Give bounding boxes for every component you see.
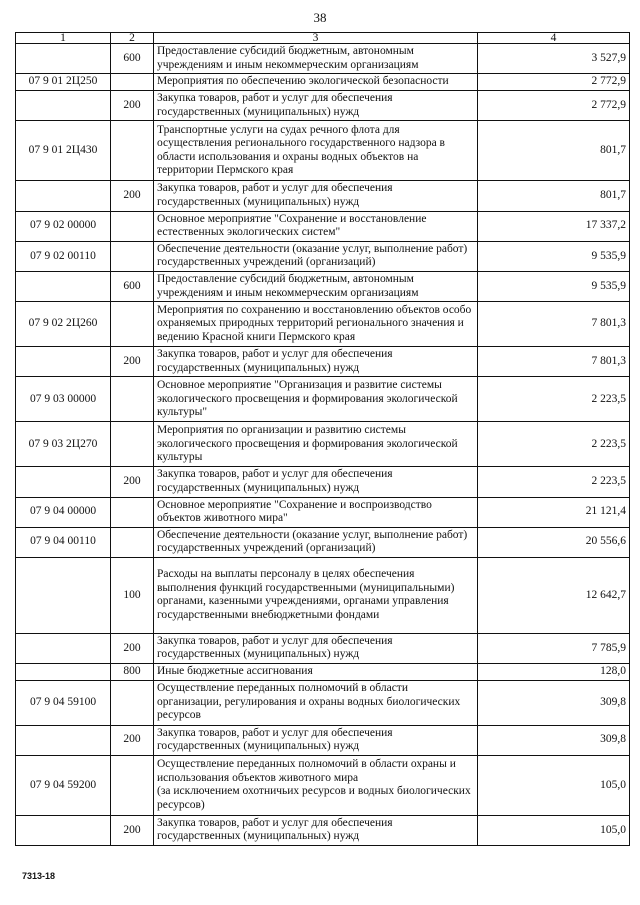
row-amount-cell: 3 527,9 — [478, 44, 630, 74]
table-row — [16, 181, 630, 211]
table-row — [16, 271, 630, 301]
row-amount-cell: 21 121,4 — [478, 497, 630, 527]
row-code-cell: 07 9 02 00000 — [16, 211, 111, 241]
budget-table — [15, 32, 630, 846]
table-row — [16, 91, 630, 121]
table-row — [16, 557, 630, 633]
row-amount-cell: 801,7 — [478, 181, 630, 211]
row-name-cell: Обеспечение деятельности (оказание услуг, выполнение работ) государственных учреждений (организаций) — [154, 241, 478, 271]
row-expense-type-cell: 200 — [111, 467, 154, 497]
row-name-cell: Мероприятия по сохранению и восстановлению объектов особо охраняемых природных территорий регионального значения и ведению Красной книги Пермского края — [154, 302, 478, 347]
row-name-cell: Закупка товаров, работ и услуг для обеспечения государственных (муниципальных) нужд — [154, 467, 478, 497]
row-name-cell: Расходы на выплаты персоналу в целях обеспечения выполнения функций государственными (муниципальными) органами, казенными учреждениями, органами управления государственными внебюджетными фондами — [154, 557, 478, 633]
table-row — [16, 527, 630, 557]
row-name-cell: Основное мероприятие "Сохранение и воспроизводство объектов животного мира" — [154, 497, 478, 527]
table-row — [16, 422, 630, 467]
table-row — [16, 44, 630, 74]
row-amount-cell: 7 785,9 — [478, 633, 630, 663]
row-code-cell: 07 9 03 00000 — [16, 377, 111, 422]
row-amount-cell: 20 556,6 — [478, 527, 630, 557]
table-row — [16, 497, 630, 527]
row-code-cell — [16, 271, 111, 301]
row-amount-cell: 7 801,3 — [478, 302, 630, 347]
row-amount-cell: 309,8 — [478, 680, 630, 725]
row-amount-cell: 2 223,5 — [478, 377, 630, 422]
row-expense-type-cell — [111, 121, 154, 181]
row-name-cell: Закупка товаров, работ и услуг для обеспечения государственных (муниципальных) нужд — [154, 181, 478, 211]
row-expense-type-cell — [111, 755, 154, 815]
row-code-cell: 07 9 04 00000 — [16, 497, 111, 527]
row-expense-type-cell: 200 — [111, 815, 154, 845]
row-expense-type-cell — [111, 422, 154, 467]
row-code-cell: 07 9 02 00110 — [16, 241, 111, 271]
table-row — [16, 121, 630, 181]
row-code-cell: 07 9 04 00110 — [16, 527, 111, 557]
row-name-cell: Мероприятия по обеспечению экологической безопасности — [154, 74, 478, 91]
row-name-cell: Основное мероприятие "Организация и развитие системы экологического просвещения и формирования экологической культуры" — [154, 377, 478, 422]
row-name-cell: Мероприятия по организации и развитию системы экологического просвещения и формирования экологической культуры — [154, 422, 478, 467]
row-name-cell: Закупка товаров, работ и услуг для обеспечения государственных (муниципальных) нужд — [154, 91, 478, 121]
page-number: 38 — [313, 10, 327, 25]
row-code-cell — [16, 44, 111, 74]
column-header-name: 3 — [154, 33, 478, 44]
row-name-cell: Закупка товаров, работ и услуг для обеспечения государственных (муниципальных) нужд — [154, 633, 478, 663]
row-expense-type-cell — [111, 680, 154, 725]
row-expense-type-cell: 200 — [111, 725, 154, 755]
row-expense-type-cell — [111, 377, 154, 422]
row-amount-cell: 2 223,5 — [478, 467, 630, 497]
row-expense-type-cell: 600 — [111, 271, 154, 301]
row-code-cell — [16, 467, 111, 497]
row-code-cell: 07 9 02 2Ц260 — [16, 302, 111, 347]
table-row — [16, 633, 630, 663]
table-row — [16, 302, 630, 347]
row-amount-cell: 9 535,9 — [478, 271, 630, 301]
row-amount-cell: 309,8 — [478, 725, 630, 755]
row-amount-cell: 2 223,5 — [478, 422, 630, 467]
row-amount-cell: 7 801,3 — [478, 347, 630, 377]
row-expense-type-cell: 200 — [111, 633, 154, 663]
row-expense-type-cell: 200 — [111, 91, 154, 121]
row-amount-cell: 128,0 — [478, 664, 630, 681]
row-name-cell: Закупка товаров, работ и услуг для обеспечения государственных (муниципальных) нужд — [154, 725, 478, 755]
table-row — [16, 347, 630, 377]
row-name-cell: Осуществление переданных полномочий в области охраны и использования объектов животного мира (за исключением охотничьих ресурсов и водных биологических ресурсов) — [154, 755, 478, 815]
row-code-cell: 07 9 03 2Ц270 — [16, 422, 111, 467]
row-expense-type-cell — [111, 497, 154, 527]
row-expense-type-cell — [111, 302, 154, 347]
row-code-cell: 07 9 01 2Ц250 — [16, 74, 111, 91]
column-header-amount: 4 — [478, 33, 630, 44]
table-row — [16, 815, 630, 845]
table-row — [16, 74, 630, 91]
row-code-cell — [16, 725, 111, 755]
row-code-cell: 07 9 04 59100 — [16, 680, 111, 725]
table-row — [16, 467, 630, 497]
table-row — [16, 755, 630, 815]
row-name-cell: Закупка товаров, работ и услуг для обеспечения государственных (муниципальных) нужд — [154, 815, 478, 845]
row-code-cell — [16, 91, 111, 121]
row-expense-type-cell — [111, 241, 154, 271]
row-expense-type-cell: 200 — [111, 347, 154, 377]
table-row — [16, 377, 630, 422]
row-code-cell — [16, 815, 111, 845]
row-amount-cell: 801,7 — [478, 121, 630, 181]
row-code-cell: 07 9 01 2Ц430 — [16, 121, 111, 181]
row-expense-type-cell — [111, 527, 154, 557]
row-name-cell: Основное мероприятие "Сохранение и восстановление естественных экологических систем" — [154, 211, 478, 241]
row-code-cell — [16, 557, 111, 633]
document-footer-code: 7313-18 — [22, 871, 56, 881]
row-amount-cell: 17 337,2 — [478, 211, 630, 241]
row-code-cell — [16, 633, 111, 663]
row-expense-type-cell: 100 — [111, 557, 154, 633]
row-expense-type-cell — [111, 211, 154, 241]
table-body — [16, 44, 630, 846]
row-amount-cell: 9 535,9 — [478, 241, 630, 271]
row-amount-cell: 105,0 — [478, 815, 630, 845]
row-name-cell: Транспортные услуги на судах речного флота для осуществления регионального государственного надзора в области использования и охраны водных объектов на территории Пермского края — [154, 121, 478, 181]
column-header-code: 1 — [16, 33, 111, 44]
row-name-cell: Предоставление субсидий бюджетным, автономным учреждениям и иным некоммерческим организациям — [154, 44, 478, 74]
row-expense-type-cell: 600 — [111, 44, 154, 74]
row-code-cell — [16, 347, 111, 377]
row-code-cell — [16, 664, 111, 681]
table-row — [16, 664, 630, 681]
row-amount-cell: 12 642,7 — [478, 557, 630, 633]
table-row — [16, 725, 630, 755]
row-code-cell — [16, 181, 111, 211]
table-row — [16, 241, 630, 271]
row-amount-cell: 2 772,9 — [478, 91, 630, 121]
row-name-cell: Обеспечение деятельности (оказание услуг, выполнение работ) государственных учреждений (организаций) — [154, 527, 478, 557]
row-expense-type-cell — [111, 74, 154, 91]
row-name-cell: Иные бюджетные ассигнования — [154, 664, 478, 681]
row-expense-type-cell: 200 — [111, 181, 154, 211]
table-header-row — [16, 33, 630, 44]
table-row — [16, 680, 630, 725]
row-name-cell: Осуществление переданных полномочий в области организации, регулирования и охраны водных биологических ресурсов — [154, 680, 478, 725]
column-header-expense-type: 2 — [111, 33, 154, 44]
row-name-cell: Закупка товаров, работ и услуг для обеспечения государственных (муниципальных) нужд — [154, 347, 478, 377]
row-amount-cell: 2 772,9 — [478, 74, 630, 91]
row-name-cell: Предоставление субсидий бюджетным, автономным учреждениям и иным некоммерческим организациям — [154, 271, 478, 301]
table-row — [16, 211, 630, 241]
row-code-cell: 07 9 04 59200 — [16, 755, 111, 815]
row-amount-cell: 105,0 — [478, 755, 630, 815]
row-expense-type-cell: 800 — [111, 664, 154, 681]
